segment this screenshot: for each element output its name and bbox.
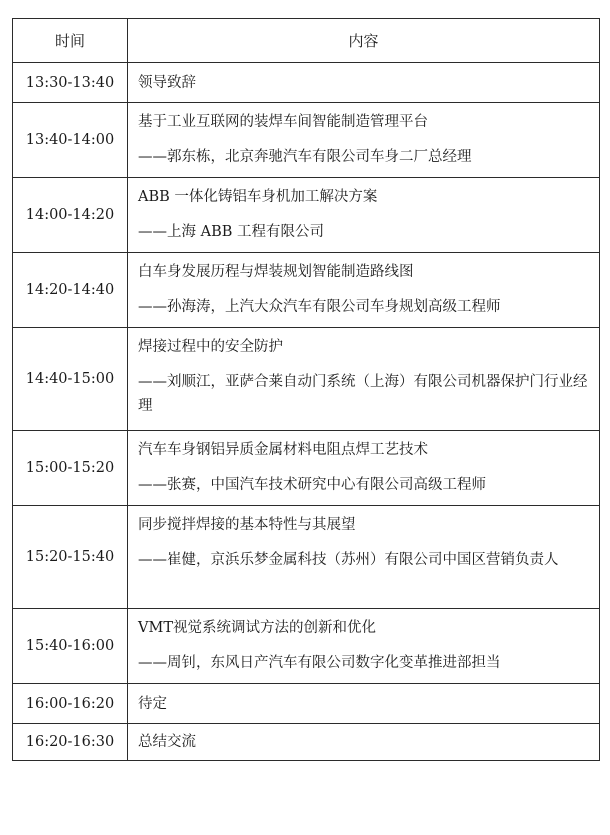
speaker-info: ——张赛，中国汽车技术研究中心有限公司高级工程师: [138, 477, 486, 493]
speaker-info: ——郭东栋，北京奔驰汽车有限公司车身二厂总经理: [138, 149, 472, 165]
speaker-info: ——孙海涛，上汽大众汽车有限公司车身规划高级工程师: [138, 299, 501, 315]
time-cell: 14:00-14:20: [13, 178, 128, 253]
content-cell: [128, 63, 600, 103]
time-cell: 14:20-14:40: [13, 253, 128, 328]
topic-title: 待定: [138, 695, 167, 712]
table-row: [13, 724, 600, 761]
table-row: [13, 431, 600, 506]
speaker-info: ——刘顺江，亚萨合莱自动门系统（上海）有限公司机器保护门行业经理: [138, 374, 588, 414]
time-cell: 15:20-15:40: [13, 506, 128, 609]
topic-title: 总结交流: [138, 734, 196, 750]
topic-title: 汽车车身钢铝异质金属材料电阻点焊工艺技术: [138, 442, 428, 458]
table-row: [13, 63, 600, 103]
topic-title: 焊接过程中的安全防护: [138, 339, 283, 355]
time-cell: 16:20-16:30: [13, 724, 128, 761]
header-row: [13, 19, 600, 63]
time-cell: 15:00-15:20: [13, 431, 128, 506]
topic-title: 白车身发展历程与焊装规划智能制造路线图: [138, 264, 414, 280]
content-cell: [128, 253, 600, 328]
header-content: 内容: [128, 19, 600, 63]
table-row: [13, 103, 600, 178]
content-cell: [128, 103, 600, 178]
speaker-info: ——崔健，京浜乐梦金属科技（苏州）有限公司中国区营销负责人: [138, 552, 559, 568]
header-time: 时间: [13, 19, 128, 63]
speaker-info: ——周钊，东风日产汽车有限公司数字化变革推进部担当: [138, 655, 501, 671]
topic-title: 基于工业互联网的装焊车间智能制造管理平台: [138, 114, 428, 130]
content-cell: [128, 178, 600, 253]
content-cell: [128, 328, 600, 431]
table-row: [13, 609, 600, 684]
agenda-table: [12, 18, 600, 761]
time-cell: 16:00-16:20: [13, 684, 128, 724]
topic-title: VMT视觉系统调试方法的创新和优化: [138, 620, 376, 636]
topic-title: ABB 一体化铸铝车身机加工解决方案: [138, 189, 378, 205]
time-cell: 15:40-16:00: [13, 609, 128, 684]
table-row: [13, 253, 600, 328]
table-row: [13, 506, 600, 609]
table-row: [13, 328, 600, 431]
content-cell: [128, 431, 600, 506]
time-cell: 14:40-15:00: [13, 328, 128, 431]
content-cell: [128, 684, 600, 724]
table-row: [13, 684, 600, 724]
speaker-info: ——上海 ABB 工程有限公司: [138, 224, 324, 240]
content-cell: [128, 506, 600, 609]
topic-title: 同步搅拌焊接的基本特性与其展望: [138, 517, 356, 533]
time-cell: 13:40-14:00: [13, 103, 128, 178]
content-cell: [128, 609, 600, 684]
time-cell: 13:30-13:40: [13, 63, 128, 103]
table-row: [13, 178, 600, 253]
topic-title: 领导致辞: [138, 74, 196, 91]
content-cell: [128, 724, 600, 761]
